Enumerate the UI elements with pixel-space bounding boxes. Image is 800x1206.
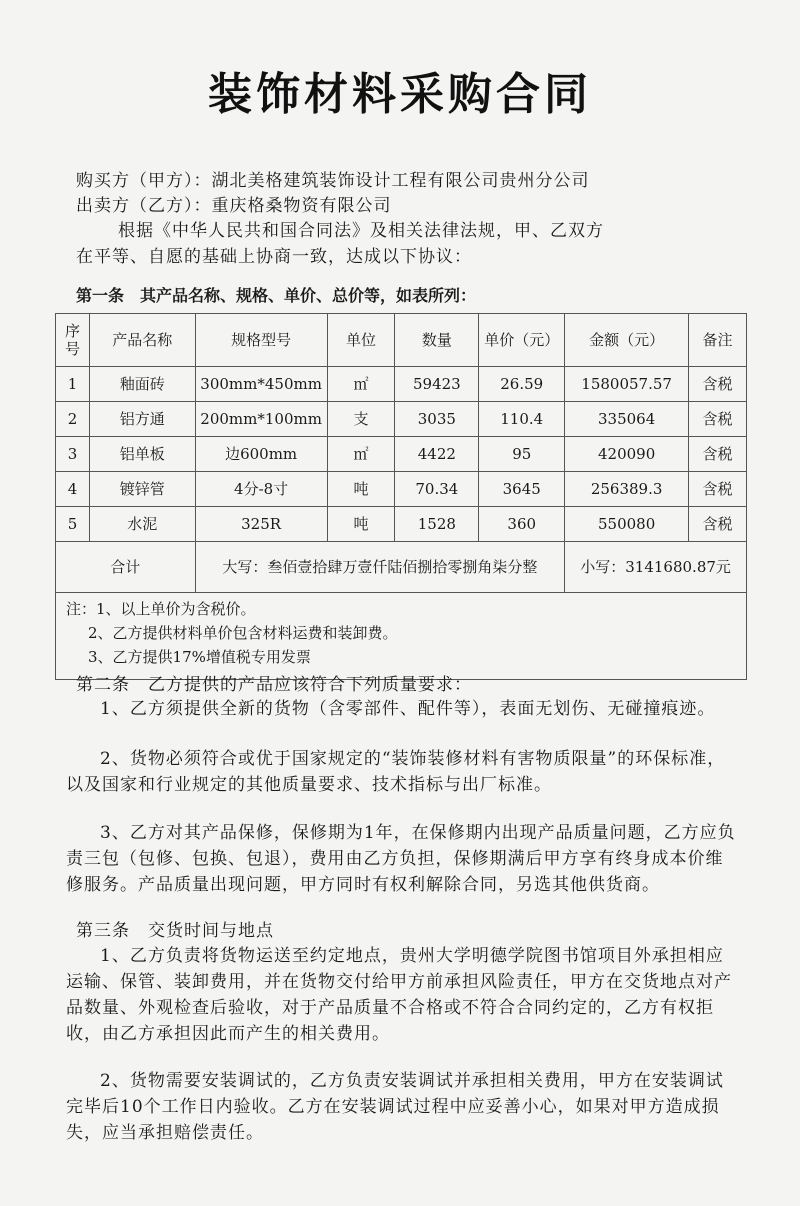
note-line: 3、乙方提供17%增值税专用发票: [88, 648, 311, 666]
product-table: [55, 313, 747, 680]
table-header-cell: 序号: [56, 314, 90, 367]
table-cell: 335064: [565, 402, 689, 437]
intro-line-2: 在平等、自愿的基础上协商一致，达成以下协议：: [76, 247, 472, 267]
table-cell: 300mm*450mm: [195, 367, 327, 402]
table-header-cell: 数量: [395, 314, 479, 367]
table-cell: 26.59: [479, 367, 565, 402]
table-row: [56, 472, 747, 507]
table-cell: 含税: [689, 507, 747, 542]
article-2-item-2: 2、货物必须符合或优于国家规定的“装饰装修材料有害物质限量”的环保标准，以及国家和行业规定的其他质量要求、技术指标与出厂标准。: [66, 749, 726, 795]
table-cell: 3645: [479, 472, 565, 507]
table-cell: 325R: [195, 507, 327, 542]
intro-line-1: 根据《中华人民共和国合同法》及相关法律法规，甲、乙双方: [118, 221, 604, 241]
table-row: [56, 402, 747, 437]
article-3-heading: 第三条 交货时间与地点: [76, 921, 274, 941]
table-cell: ㎡: [327, 367, 395, 402]
table-header-cell: 金额（元）: [565, 314, 689, 367]
table-cell: 1528: [395, 507, 479, 542]
total-label: 合计: [56, 542, 196, 593]
table-cell: 铝方通: [89, 402, 195, 437]
article-3-item-2: 2、货物需要安装调试的，乙方负责安装调试并承担相关费用，甲方在安装调试完毕后10个工作日内验收。乙方在安装调试过程中应妥善小心，如果对甲方造成损失，应当承担赔偿责任。: [66, 1071, 724, 1143]
table-cell: 含税: [689, 402, 747, 437]
contract-title: 装饰材料采购合同: [208, 69, 592, 120]
notes-cell: [56, 593, 747, 680]
table-cell: 420090: [565, 437, 689, 472]
table-cell: 吨: [327, 507, 395, 542]
total-row: [56, 542, 747, 593]
note-line: 注：1、以上单价为含税价。: [66, 600, 256, 618]
table-cell: 4分-8寸: [195, 472, 327, 507]
table-cell: 含税: [689, 367, 747, 402]
table-header-cell: 单位: [327, 314, 395, 367]
table-cell: 4422: [395, 437, 479, 472]
total-upper-amount: 大写：叁佰壹拾肆万壹仟陆佰捌拾零捌角柒分整: [195, 542, 565, 593]
table-cell: 支: [327, 402, 395, 437]
table-cell: ㎡: [327, 437, 395, 472]
buyer-line: 购买方（甲方）：湖北美格建筑装饰设计工程有限公司贵州分公司: [76, 171, 590, 191]
table-cell: 2: [56, 402, 90, 437]
table-cell: 铝单板: [89, 437, 195, 472]
table-cell: 256389.3: [565, 472, 689, 507]
article-3-item-1: 1、乙方负责将货物运送至约定地点，贵州大学明德学院图书馆项目外承担相应运输、保管、装卸费用，并在货物交付给甲方前承担风险责任，甲方在交货地点对产品数量、外观检查后验收，对于产品质量不合格或不符合合同约定的，乙方有权拒收，由乙方承担因此而产生的相关费用。: [66, 946, 732, 1044]
table-cell: 200mm*100mm: [195, 402, 327, 437]
article-2-item-3: 3、乙方对其产品保修，保修期为1年，在保修期内出现产品质量问题，乙方应负责三包（包修、包换、包退），费用由乙方负担，保修期满后甲方享有终身成本价维修服务。产品质量出现问题，甲方同时有权利解除合同，另选其他供货商。: [66, 823, 736, 895]
table-cell: 70.34: [395, 472, 479, 507]
table-cell: 5: [56, 507, 90, 542]
table-cell: 4: [56, 472, 90, 507]
table-cell: 边600mm: [195, 437, 327, 472]
table-cell: 釉面砖: [89, 367, 195, 402]
table-header-cell: 单价（元）: [479, 314, 565, 367]
table-cell: 水泥: [89, 507, 195, 542]
table-cell: 含税: [689, 437, 747, 472]
table-cell: 550080: [565, 507, 689, 542]
table-row: [56, 367, 747, 402]
total-lower-amount: 小写：3141680.87元: [565, 542, 747, 593]
table-cell: 吨: [327, 472, 395, 507]
note-line: 2、乙方提供材料单价包含材料运费和装卸费。: [88, 624, 398, 642]
table-cell: 1: [56, 367, 90, 402]
table-cell: 110.4: [479, 402, 565, 437]
table-row: [56, 507, 747, 542]
article-2-heading: 第二条 乙方提供的产品应该符合下列质量要求：: [76, 675, 472, 695]
notes-row: [56, 593, 747, 680]
table-cell: 59423: [395, 367, 479, 402]
seller-line: 出卖方（乙方）：重庆格桑物资有限公司: [76, 196, 392, 216]
table-header-cell: 规格型号: [195, 314, 327, 367]
article-1-heading: 第一条 其产品名称、规格、单价、总价等，如表所列：: [76, 286, 477, 305]
table-row: [56, 437, 747, 472]
table-cell: 95: [479, 437, 565, 472]
table-header-cell: 备注: [689, 314, 747, 367]
table-cell: 360: [479, 507, 565, 542]
article-2-item-1: 1、乙方须提供全新的货物（含零部件、配件等），表面无划伤、无碰撞痕迹。: [100, 699, 716, 719]
table-cell: 3035: [395, 402, 479, 437]
table-header-cell: 产品名称: [89, 314, 195, 367]
table-cell: 3: [56, 437, 90, 472]
table-cell: 1580057.57: [565, 367, 689, 402]
table-header-row: [56, 314, 747, 367]
table-cell: 含税: [689, 472, 747, 507]
table-cell: 镀锌管: [89, 472, 195, 507]
